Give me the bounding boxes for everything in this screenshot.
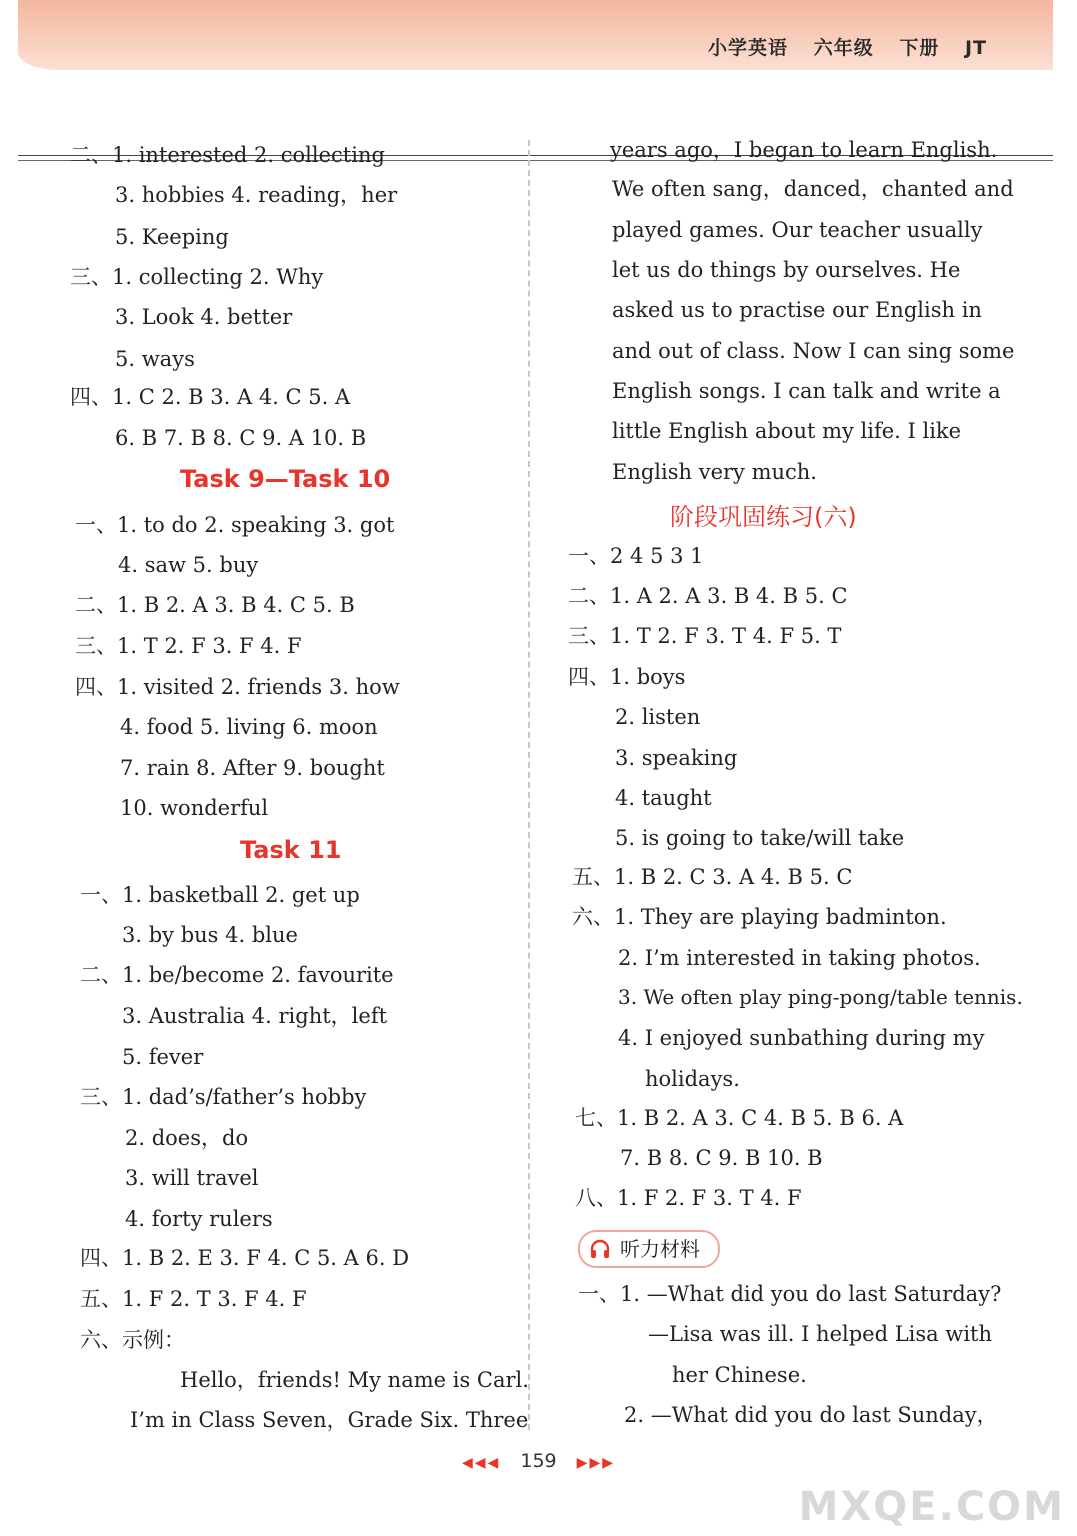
answer-line: 3. by bus 4. blue — [122, 923, 298, 947]
answer-line: 5. is going to take/will take — [615, 826, 905, 850]
essay-line: and out of class. Now I can sing some — [612, 339, 1015, 363]
right-arrows-icon: ▶▶▶ — [576, 1455, 615, 1471]
answer-line: 3. hobbies 4. reading，her — [115, 183, 398, 207]
essay-line: played games. Our teacher usually — [612, 218, 983, 242]
answer-line: 3. We often play ping-pong/table tennis. — [618, 985, 1023, 1009]
answer-line: 6. B 7. B 8. C 9. A 10. B — [115, 426, 367, 450]
answer-line: 7. rain 8. After 9. bought — [120, 756, 385, 780]
answer-line: 2. listen — [615, 705, 701, 729]
column-divider — [528, 140, 530, 1430]
essay-line: English very much. — [612, 460, 817, 484]
header-labels — [690, 33, 987, 60]
answer-line: 四、1. boys — [568, 665, 686, 689]
answer-line: 5. Keeping — [115, 225, 229, 249]
answer-line: 二、1. A 2. A 3. B 4. B 5. C — [568, 584, 848, 608]
header-subject: 小学英语 — [708, 37, 789, 59]
essay-line: let us do things by ourselves. He — [612, 258, 961, 282]
essay-line: We often sang，danced，chanted and — [612, 177, 1014, 201]
answer-line: 三、1. dad’s/father’s hobby — [80, 1085, 367, 1109]
section-title-task9-10: Task 9—Task 10 — [180, 465, 391, 493]
watermark-logo: MXQE.COM — [798, 1484, 1065, 1530]
answer-line: 一、2 4 5 3 1 — [568, 544, 704, 568]
answer-line: 7. B 8. C 9. B 10. B — [620, 1146, 823, 1170]
answer-line: 五、1. F 2. T 3. F 4. F — [80, 1287, 307, 1311]
answer-line: 2. I’m interested in taking photos. — [618, 946, 981, 970]
answer-line: 六、1. They are playing badminton. — [572, 905, 947, 929]
answer-line: 八、1. F 2. F 3. T 4. F — [575, 1186, 802, 1210]
answer-line: 二、1. B 2. A 3. B 4. C 5. B — [75, 593, 355, 617]
left-arrows-icon: ◀◀◀ — [462, 1455, 501, 1471]
answer-line: 七、1. B 2. A 3. C 4. B 5. B 6. A — [575, 1106, 904, 1130]
essay-line: asked us to practise our English in — [612, 298, 982, 322]
answer-line: 四、1. B 2. E 3. F 4. C 5. A 6. D — [80, 1246, 410, 1270]
header-grade: 六年级 — [813, 37, 874, 59]
answer-line: 5. fever — [122, 1045, 204, 1069]
answer-line: Hello，friends! My name is Carl. — [180, 1368, 529, 1392]
answer-line: 三、1. T 2. F 3. F 4. F — [75, 634, 302, 658]
essay-line: years ago，I began to learn English. — [610, 138, 998, 162]
answer-line: 3. speaking — [615, 746, 738, 770]
header-volume: 下册 — [899, 37, 940, 59]
page-footer — [0, 1450, 1077, 1472]
page-number: 159 — [520, 1450, 557, 1472]
answer-line: 4. forty rulers — [125, 1207, 273, 1231]
answer-line: 5. ways — [115, 347, 195, 371]
answer-line: 六、示例： — [80, 1328, 185, 1352]
answer-line: 10. wonderful — [120, 796, 269, 820]
listening-tag-label: 听力材料 — [620, 1237, 700, 1261]
answer-line: 3. will travel — [125, 1166, 259, 1190]
section-title-stage6: 阶段巩固练习(六) — [670, 503, 857, 531]
transcript-line: 2. —What did you do last Sunday， — [624, 1403, 998, 1427]
answer-line: I’m in Class Seven，Grade Six. Three — [130, 1408, 529, 1432]
answer-line: holidays. — [645, 1067, 740, 1091]
essay-line: English songs. I can talk and write a — [612, 379, 1001, 403]
answer-line: 一、1. basketball 2. get up — [80, 883, 360, 907]
headphones-icon — [588, 1237, 612, 1261]
answer-line: 三、1. collecting 2. Why — [70, 265, 324, 289]
essay-line: little English about my life. I like — [612, 419, 962, 443]
answer-line: 二、1. be/become 2. favourite — [80, 963, 394, 987]
answer-line: 3. Australia 4. right，left — [122, 1004, 388, 1028]
answer-line: 三、1. T 2. F 3. T 4. F 5. T — [568, 624, 842, 648]
answer-line: 4. taught — [615, 786, 712, 810]
answer-line: 4. saw 5. buy — [118, 553, 259, 577]
answer-line: 五、1. B 2. C 3. A 4. B 5. C — [572, 865, 853, 889]
answer-line: 四、1. C 2. B 3. A 4. C 5. A — [70, 385, 351, 409]
section-title-task11: Task 11 — [240, 836, 342, 864]
answer-line: 四、1. visited 2. friends 3. how — [75, 675, 400, 699]
header-edition: JT — [964, 37, 987, 59]
answer-line: 4. I enjoyed sunbathing during my — [618, 1026, 985, 1050]
answer-line: 一、1. to do 2. speaking 3. got — [75, 513, 395, 537]
answer-line: 4. food 5. living 6. moon — [120, 715, 378, 739]
answer-line: 二、1. interested 2. collecting — [70, 143, 385, 167]
transcript-line: her Chinese. — [672, 1363, 807, 1387]
listening-material-tag — [578, 1230, 720, 1268]
transcript-line: 一、1. —What did you do last Saturday? — [578, 1282, 1002, 1306]
answer-line: 3. Look 4. better — [115, 305, 293, 329]
transcript-line: —Lisa was ill. I helped Lisa with — [648, 1322, 992, 1346]
answer-line: 2. does，do — [125, 1126, 249, 1150]
